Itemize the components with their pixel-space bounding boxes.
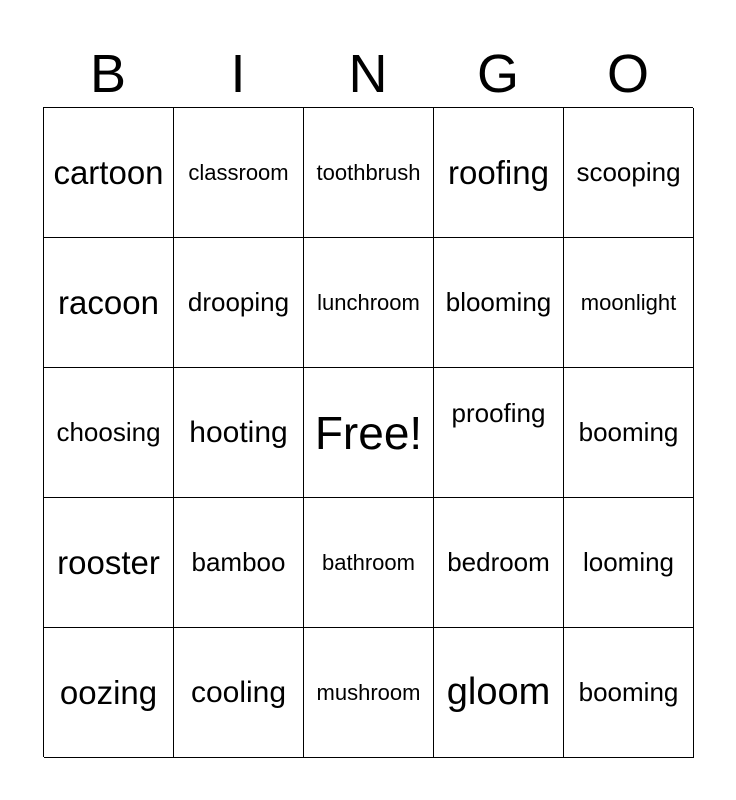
bingo-cell[interactable]: booming bbox=[564, 628, 694, 758]
header-letter-o: O bbox=[606, 44, 649, 104]
bingo-cell[interactable]: cooling bbox=[174, 628, 304, 758]
bingo-cell[interactable]: drooping bbox=[174, 238, 304, 368]
header-letter-i: I bbox=[230, 44, 246, 104]
bingo-header bbox=[43, 40, 693, 108]
bingo-cell[interactable]: choosing bbox=[44, 368, 174, 498]
bingo-cell[interactable]: hooting bbox=[174, 368, 304, 498]
bingo-cell[interactable]: mushroom bbox=[304, 628, 434, 758]
bingo-cell[interactable]: bathroom bbox=[304, 498, 434, 628]
bingo-cell[interactable]: booming bbox=[564, 368, 694, 498]
bingo-cell[interactable]: classroom bbox=[174, 108, 304, 238]
bingo-cell[interactable]: looming bbox=[564, 498, 694, 628]
bingo-cell[interactable]: lunchroom bbox=[304, 238, 434, 368]
bingo-cell[interactable]: rooster bbox=[44, 498, 174, 628]
bingo-cell[interactable]: roofing bbox=[434, 108, 564, 238]
header-letter-g: G bbox=[476, 44, 519, 104]
bingo-cell[interactable]: bamboo bbox=[174, 498, 304, 628]
bingo-cell[interactable]: blooming bbox=[434, 238, 564, 368]
header-letter-b: B bbox=[89, 44, 127, 104]
free-space[interactable]: Free! bbox=[304, 368, 434, 498]
bingo-cell[interactable]: gloom bbox=[434, 628, 564, 758]
bingo-cell[interactable]: proofing bbox=[434, 368, 564, 498]
bingo-cell[interactable]: cartoon bbox=[44, 108, 174, 238]
bingo-cell[interactable]: scooping bbox=[564, 108, 694, 238]
bingo-cell[interactable]: bedroom bbox=[434, 498, 564, 628]
bingo-cell[interactable]: racoon bbox=[44, 238, 174, 368]
bingo-cell[interactable]: oozing bbox=[44, 628, 174, 758]
bingo-cell[interactable]: moonlight bbox=[564, 238, 694, 368]
bingo-cell[interactable]: toothbrush bbox=[304, 108, 434, 238]
bingo-board bbox=[43, 107, 693, 757]
header-letter-n: N bbox=[348, 44, 388, 104]
